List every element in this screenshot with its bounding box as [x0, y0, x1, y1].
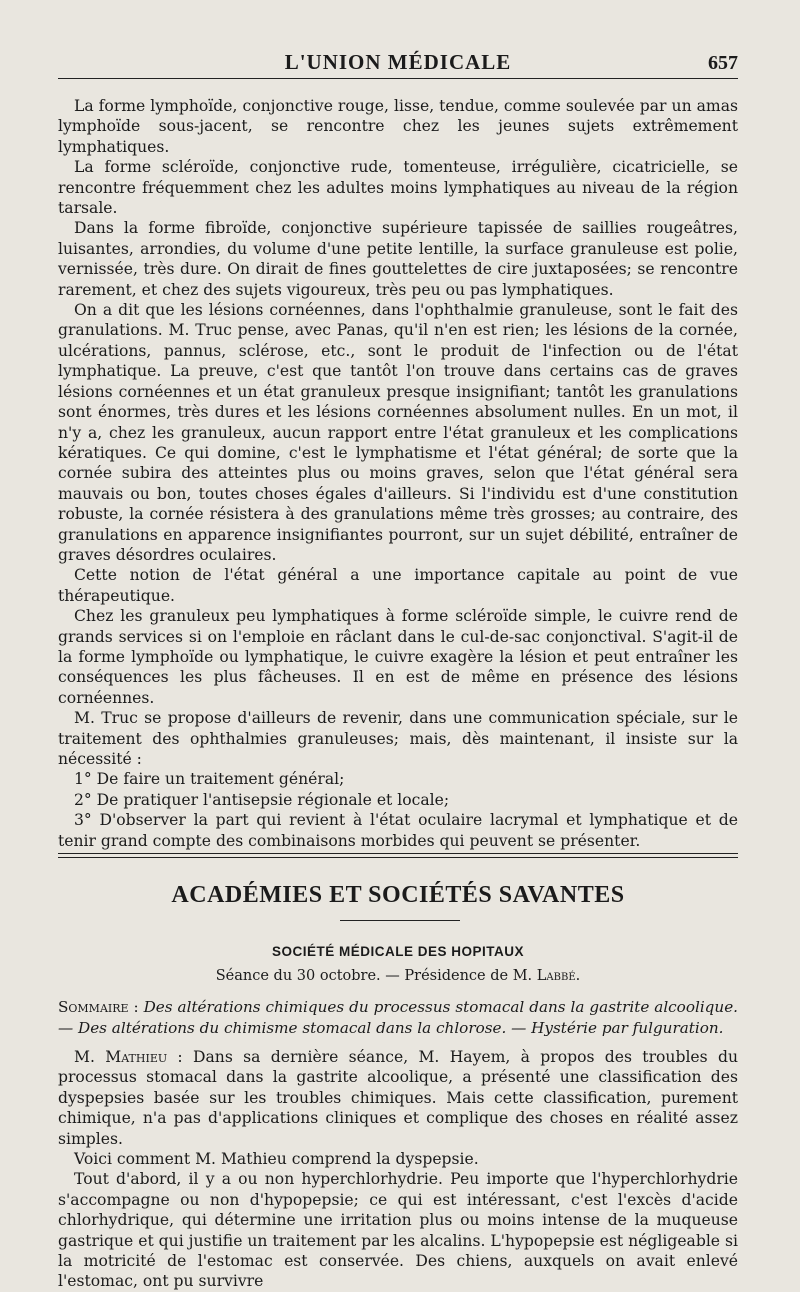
- session-prefix: Séance du 30 octobre. — Présidence de M.: [215, 968, 537, 984]
- header-rule: [58, 78, 738, 79]
- summary-text: Des altérations chimiques du processus stomacal dans la gastrite alcoolique. — Des altérations du chimisme stomacal dans la chlorose. — Hystérie par fulguration.: [58, 998, 739, 1037]
- summary-label: Sommaire :: [58, 998, 139, 1016]
- title-underline: [340, 920, 460, 921]
- session-suffix: .: [575, 968, 581, 984]
- article-body: [58, 96, 738, 851]
- list-item: 2° De pratiquer l'antisepsie régionale et locale;: [74, 790, 450, 809]
- paragraph: [58, 1047, 738, 1149]
- section-divider: [58, 853, 738, 858]
- paragraph: Tout d'abord, il y a ou non hyperchlorhydrie. Peu importe que l'hyperchlorhydrie s'accompagne ou non d'hypopepsie; ce qui est intéressant, c'est l'excès d'acide chlorhydrique, qui détermine une irritation plus ou moins intense de la muqueuse gastrique et qui justifie un traitement par les alcalins. L'hypopepsie est négligeable si la motricité de l'estomac est conservée. Des chiens, auxquels on avait enlevé l'estomac, ont pu survivre: [58, 1170, 738, 1291]
- president-name: Labbé: [536, 968, 576, 984]
- paragraph: Chez les granuleux peu lymphatiques à forme scléroïde simple, le cuivre rend de grands services si on l'emploie en râclant dans le cul-de-sac conjonctival. S'agit-il de la forme lymphoïde ou lymphatique, le cuivre exagère la lésion et peut entraîner les conséquences les plus fâcheuses. Il en est de même en présence des lésions cornéennes.: [58, 607, 738, 707]
- journal-title: L'UNION MÉDICALE: [284, 50, 512, 74]
- speaker-name: M. Mathieu: [74, 1048, 168, 1066]
- session-line: [58, 968, 738, 984]
- page-number: 657: [708, 52, 738, 74]
- paragraph: La forme lymphoïde, conjonctive rouge, lisse, tendue, comme soulevée par un amas lymphoïde sous-jacent, se rencontre chez les jeunes sujets extrêmement lymphatiques.: [58, 97, 738, 156]
- paragraph: Dans la forme fibroïde, conjonctive supérieure tapissée de saillies rougeâtres, luisantes, arrondies, du volume d'une petite lentille, la surface granuleuse est polie, vernissée, très dure. On dirait de fines gouttelettes de cire juxtaposées; se rencontre rarement, et chez des sujets vigoureux, très peu ou pas lymphatiques.: [58, 219, 738, 299]
- section-title: ACADÉMIES ET SOCIÉTÉS SAVANTES: [171, 882, 625, 908]
- paragraph: On a dit que les lésions cornéennes, dans l'ophthalmie granuleuse, sont le fait des granulations. M. Truc pense, avec Panas, qu'il n'en est rien; les lésions de la cornée, ulcérations, pannus, sclérose, etc., sont le produit de l'infection ou de l'état lymphatique. La preuve, c'est que tantôt l'on trouve dans certains cas de graves lésions cornéennes et un état granuleux presque insignifiant; tantôt les granulations sont énormes, très dures et les lésions cornéennes absolument nulles. En un mot, il n'y a, chez les granuleux, aucun rapport entre l'état granuleux et les complications kératiques. Ce qui domine, c'est le lymphatisme et l'état général; de sorte que la cornée subira des atteintes plus ou moins graves, selon que l'état général sera mauvais ou bon, toutes choses égales d'ailleurs. Si l'individu est d'une constitution robuste, la cornée résistera à des granulations même très grosses; au contraire, des granulations en apparence insignifiantes pourront, sur un sujet débilité, entraîner de graves désordres oculaires.: [58, 301, 738, 564]
- session-report: [58, 1047, 738, 1292]
- summary: [58, 997, 738, 1038]
- paragraph: Voici comment M. Mathieu comprend la dyspepsie.: [74, 1150, 479, 1169]
- society-name: SOCIÉTÉ MÉDICALE DES HOPITAUX: [271, 944, 525, 959]
- running-header: [58, 50, 738, 80]
- list-item: 3° D'observer la part qui revient à l'état oculaire lacrymal et lymphatique et de tenir grand compte des combinaisons morbides qui peuvent se présenter.: [58, 811, 738, 850]
- paragraph: Cette notion de l'état général a une importance capitale au point de vue thérapeutique.: [58, 566, 738, 605]
- list-item: 1° De faire un traitement général;: [74, 770, 345, 789]
- paragraph-text: : Dans sa dernière séance, M. Hayem, à propos des troubles du processus stomacal dans la gastrite alcoolique, a présenté une classification des dyspepsies basée sur les troubles chimiques. Mais cette classification, purement chimique, n'a pas d'applications cliniques et complique des choses en réalité assez simples.: [58, 1048, 738, 1148]
- paragraph: La forme scléroïde, conjonctive rude, tomenteuse, irrégulière, cicatricielle, se rencontre fréquemment chez les adultes moins lymphatiques au niveau de la région tarsale.: [58, 158, 738, 218]
- paragraph: M. Truc se propose d'ailleurs de revenir, dans une communication spéciale, sur le traitement des ophthalmies granuleuses; mais, dès maintenant, il insiste sur la nécessité :: [58, 709, 738, 768]
